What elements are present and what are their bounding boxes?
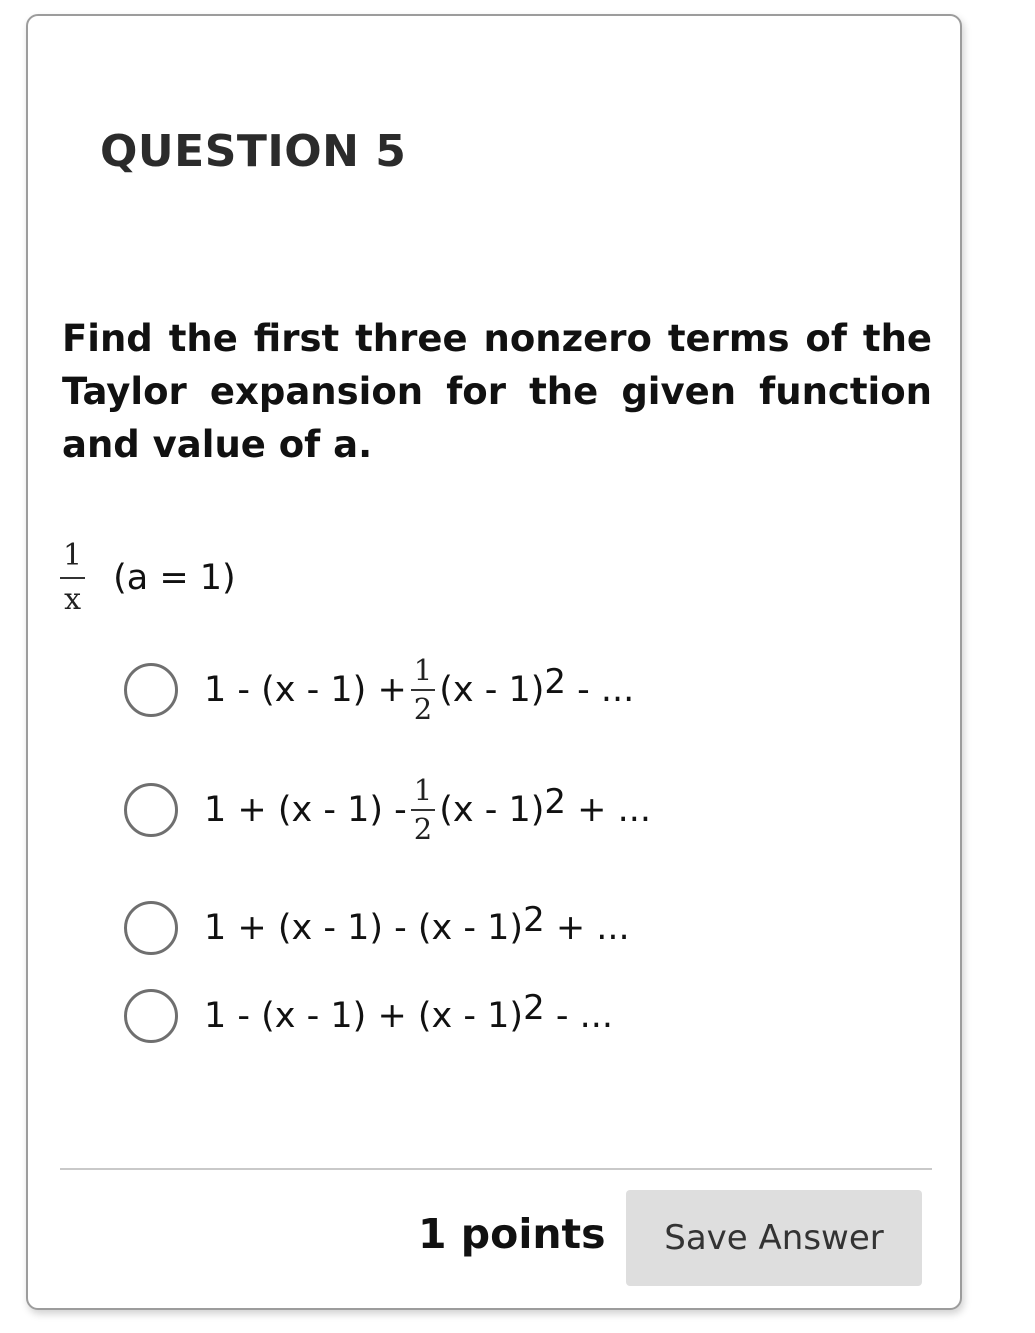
option-mid-text: (x - 1)	[439, 670, 545, 710]
question-card	[26, 14, 962, 1310]
footer-divider	[60, 1168, 932, 1170]
fraction-numerator: 1	[413, 653, 433, 687]
points-label: 1 points	[418, 1210, 606, 1258]
answer-option[interactable]	[124, 650, 634, 730]
option-exponent: 2	[544, 662, 567, 702]
option-lead-text: 1 - (x - 1) +	[204, 670, 407, 710]
fraction-denominator: 2	[413, 812, 433, 846]
option-lead-text: 1 + (x - 1) - (x - 1)	[204, 908, 524, 948]
radio-button[interactable]	[124, 901, 178, 955]
radio-button[interactable]	[124, 663, 178, 717]
radio-button[interactable]	[124, 989, 178, 1043]
function-numerator: 1	[63, 538, 83, 573]
function-denominator: x	[64, 582, 81, 617]
fraction-bar	[411, 689, 435, 691]
option-fraction	[411, 653, 435, 726]
function-fraction	[60, 538, 85, 617]
option-exponent: 2	[544, 782, 567, 822]
answer-option-label[interactable]	[204, 900, 630, 948]
option-mid-text: (x - 1)	[439, 790, 545, 830]
function-expression	[60, 538, 236, 618]
answer-option-label[interactable]	[204, 988, 613, 1036]
option-lead-text: 1 - (x - 1) + (x - 1)	[204, 996, 524, 1036]
save-answer-button[interactable]: Save Answer	[626, 1190, 922, 1286]
function-condition: (a = 1)	[113, 558, 236, 598]
answer-option[interactable]	[124, 888, 630, 968]
fraction-bar	[60, 577, 85, 579]
option-exponent: 2	[523, 900, 545, 940]
question-prompt: Find the first three nonzero terms of the Taylor expansion for the given function and value of a.	[62, 317, 932, 466]
question-title: QUESTION 5	[100, 126, 407, 177]
option-tail-text: - ...	[566, 670, 635, 710]
fraction-denominator: 2	[413, 692, 433, 726]
answer-option[interactable]	[124, 976, 613, 1056]
answer-option[interactable]	[124, 770, 651, 850]
option-tail-text: + ...	[566, 790, 652, 830]
option-exponent: 2	[523, 988, 545, 1028]
fraction-numerator: 1	[413, 773, 433, 807]
option-lead-text: 1 + (x - 1) -	[204, 790, 407, 830]
fraction-bar	[411, 809, 435, 811]
option-fraction	[411, 773, 435, 846]
answer-option-label[interactable]	[204, 773, 652, 846]
answer-option-label[interactable]	[204, 653, 635, 726]
radio-button[interactable]	[124, 783, 178, 837]
option-tail-text: - ...	[544, 996, 613, 1036]
option-tail-text: + ...	[544, 908, 630, 948]
